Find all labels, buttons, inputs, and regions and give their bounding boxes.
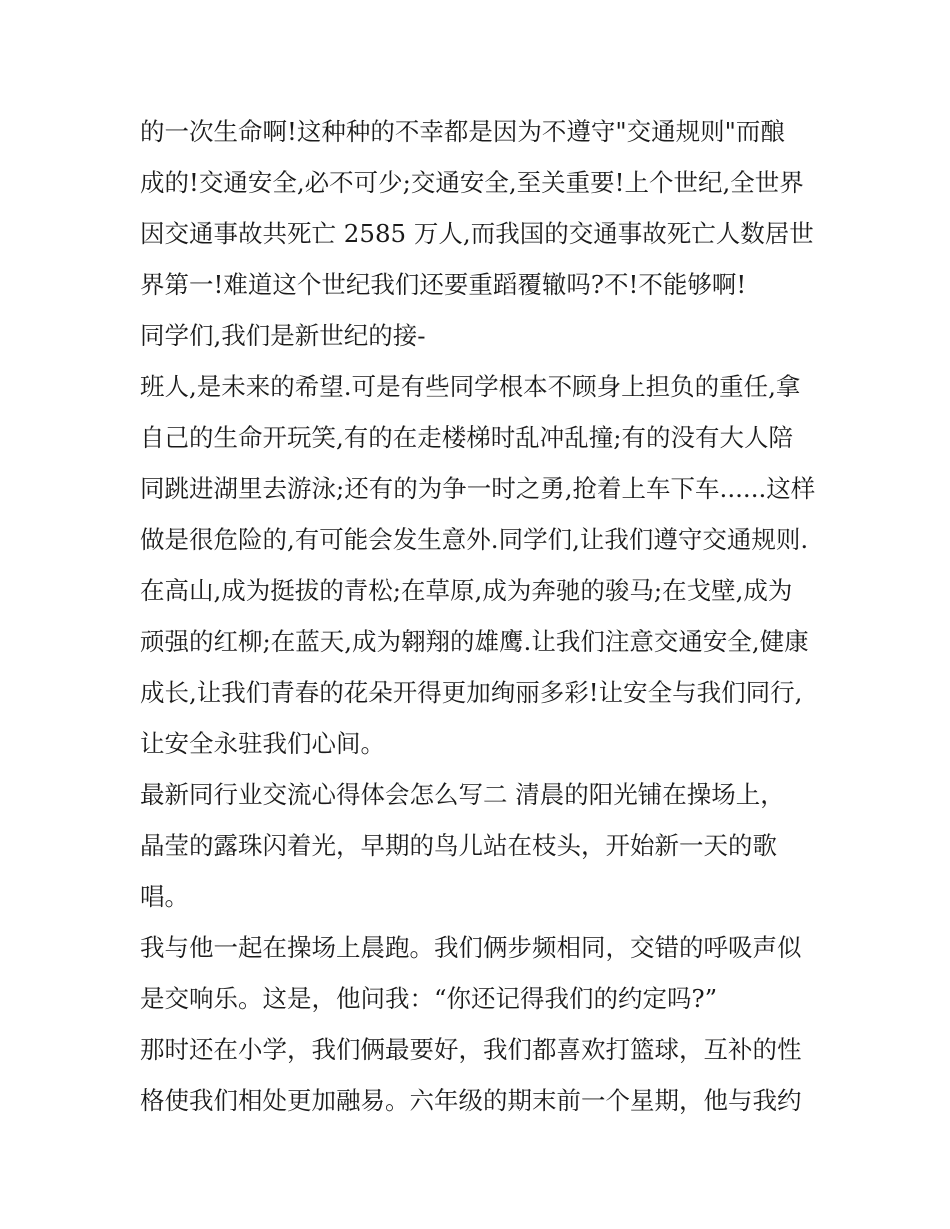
- text-line: 顽强的红柳;在蓝天,成为翱翔的雄鹰.让我们注意交通安全,健康: [140, 627, 809, 656]
- text-line: 是交响乐。这是，他问我：“你还记得我们的约定吗?”: [140, 984, 718, 1013]
- text-line: 做是很危险的,有可能会发生意外.同学们,让我们遵守交通规则.: [140, 525, 809, 554]
- text-line: 的一次生命啊!这种种的不幸都是因为不遵守"交通规则"而酿: [140, 117, 785, 146]
- text-line: 同跳进湖里去游泳;还有的为争一时之勇,抢着上车下车......这样: [140, 474, 816, 503]
- text-line: 在高山,成为挺拔的青松;在草原,成为奔驰的骏马;在戈壁,成为: [140, 576, 793, 605]
- text-line: 让安全永驻我们心间。: [140, 729, 385, 758]
- text-line: 我与他一起在操场上晨跑。我们俩步频相同，交错的呼吸声似: [140, 933, 802, 962]
- text-line: 同学们,我们是新世纪的接-: [140, 321, 426, 350]
- body-text: [140, 106, 830, 1126]
- text-line: 自己的生命开玩笑,有的在走楼梯时乱冲乱撞;有的没有大人陪: [140, 423, 794, 452]
- text-line: 那时还在小学，我们俩最要好，我们都喜欢打篮球，互补的性: [140, 1035, 802, 1064]
- text-line: 唱。: [140, 882, 189, 911]
- text-line: 晶莹的露珠闪着光，早期的鸟儿站在枝头，开始新一天的歌: [140, 831, 777, 860]
- text-line: 格使我们相处更加融易。六年级的期末前一个星期，他与我约: [140, 1086, 802, 1115]
- section-heading-line: 最新同行业交流心得体会怎么写二 清晨的阳光铺在操场上，: [140, 780, 785, 809]
- text-line: 界第一!难道这个世纪我们还要重蹈覆辙吗?不!不能够啊!: [140, 270, 747, 299]
- text-line: 成长,让我们青春的花朵开得更加绚丽多彩!让安全与我们同行,: [140, 678, 803, 707]
- text-line: 班人,是未来的希望.可是有些同学根本不顾身上担负的重任,拿: [140, 372, 801, 401]
- text-line: 成的!交通安全,必不可少;交通安全,至关重要!上个世纪,全世界: [140, 168, 804, 197]
- text-line: 因交通事故共死亡 2585 万人,而我国的交通事故死亡人数居世: [140, 219, 814, 248]
